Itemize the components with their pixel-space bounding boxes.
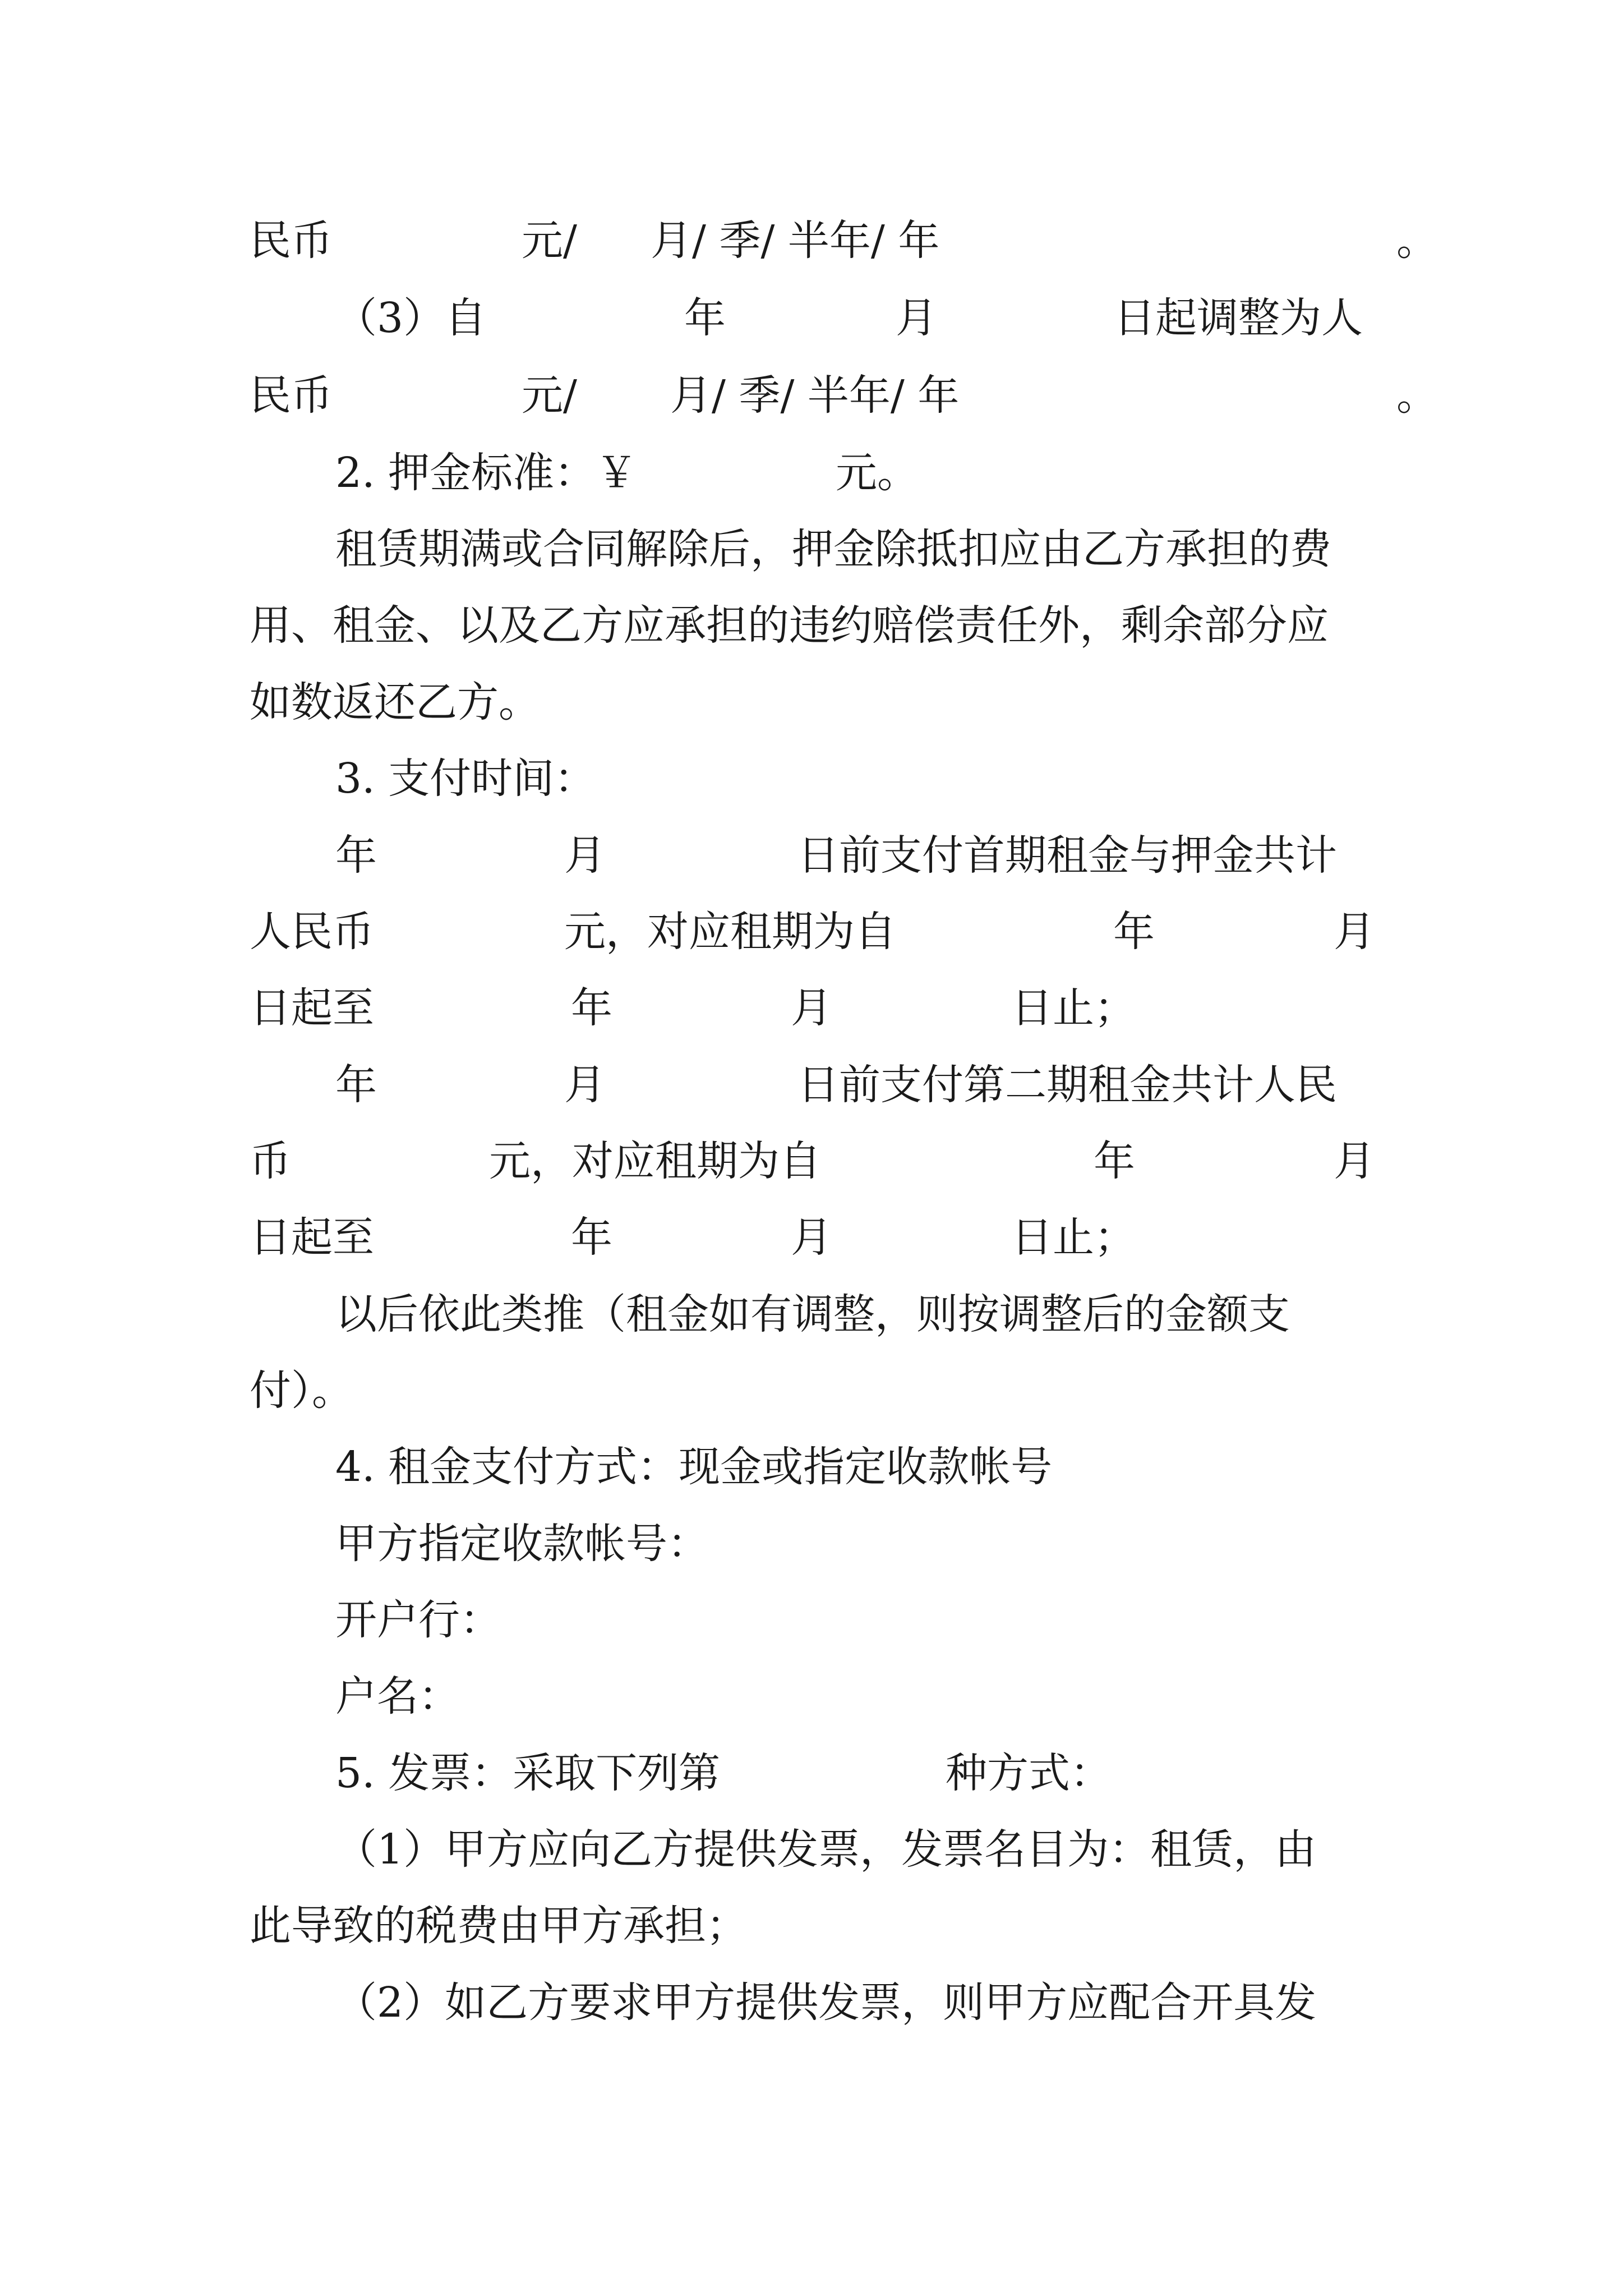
text-segment: （3）自 xyxy=(335,294,487,342)
text-segment: 日前支付首期租金与押金共计 xyxy=(797,831,1337,880)
text-segment: 5. 发票：采取下列第 xyxy=(335,1749,721,1797)
text-line: 租赁期满或合同解除后，押金除抵扣应由乙方承担的费 xyxy=(335,525,1331,573)
section-heading: 4. 租金支付方式：现金或指定收款帐号 xyxy=(335,1443,1053,1491)
text-line: 此导致的税费由甲方承担； xyxy=(250,1902,748,1950)
text-segment: 日起调整为人 xyxy=(1114,294,1363,342)
text-line: 开户行： xyxy=(335,1596,501,1644)
text-segment: 年 xyxy=(571,1213,612,1262)
text-segment: 月 xyxy=(791,984,832,1032)
text-segment: 月 xyxy=(564,1061,606,1109)
text-line: 以后依此类推（租金如有调整，则按调整后的金额支 xyxy=(335,1290,1290,1338)
text-line: 付）。 xyxy=(250,1366,353,1415)
text-segment: 年 xyxy=(684,294,726,342)
text-segment: 。 xyxy=(1396,371,1438,420)
text-segment: 月 xyxy=(791,1213,832,1262)
text-segment: 元，对应租期为自 xyxy=(564,908,896,956)
text-segment: 月 xyxy=(1334,1137,1375,1185)
text-segment: 日止； xyxy=(1011,984,1136,1032)
text-line: 如数返还乙方。 xyxy=(250,678,540,726)
text-segment: 种方式： xyxy=(946,1749,1112,1797)
text-segment: 民币 xyxy=(250,371,333,420)
text-segment: 元，对应租期为自 xyxy=(489,1137,821,1185)
text-segment: 年 xyxy=(1113,908,1155,956)
text-segment: 2. 押金标准：￥ xyxy=(335,449,638,497)
text-segment: 。 xyxy=(1396,217,1438,265)
text-line: （1）甲方应向乙方提供发票，发票名目为：租赁，由 xyxy=(335,1825,1317,1874)
text-segment: 日起至 xyxy=(250,1213,374,1262)
text-segment: 年 xyxy=(335,831,377,880)
text-segment: 年 xyxy=(1094,1137,1135,1185)
text-segment: 月 xyxy=(896,294,937,342)
text-segment: 日起至 xyxy=(250,984,374,1032)
text-line: 用、租金、以及乙方应承担的违约赔偿责任外，剩余部分应 xyxy=(250,601,1329,650)
text-segment: 年 xyxy=(571,984,612,1032)
text-line: 甲方指定收款帐号： xyxy=(335,1520,709,1568)
text-segment: 人民币 xyxy=(250,908,374,956)
text-segment: 月/ 季/ 半年/ 年 xyxy=(670,371,960,420)
text-segment: 日止； xyxy=(1011,1213,1136,1262)
text-line: （2）如乙方要求甲方提供发票，则甲方应配合开具发 xyxy=(335,1978,1317,2027)
text-segment: 元/ xyxy=(522,217,577,265)
section-heading: 3. 支付时间： xyxy=(335,754,596,803)
text-segment: 元。 xyxy=(836,449,919,497)
text-segment: 元/ xyxy=(522,371,577,420)
text-segment: 日前支付第二期租金共计人民 xyxy=(797,1061,1337,1109)
text-segment: 民币 xyxy=(250,217,333,265)
text-segment: 月 xyxy=(564,831,606,880)
text-segment: 币 xyxy=(250,1137,291,1185)
text-line: 户名： xyxy=(335,1672,460,1720)
text-segment: 年 xyxy=(335,1061,377,1109)
text-segment: 月 xyxy=(1334,908,1375,956)
text-segment: 月/ 季/ 半年/ 年 xyxy=(651,217,940,265)
